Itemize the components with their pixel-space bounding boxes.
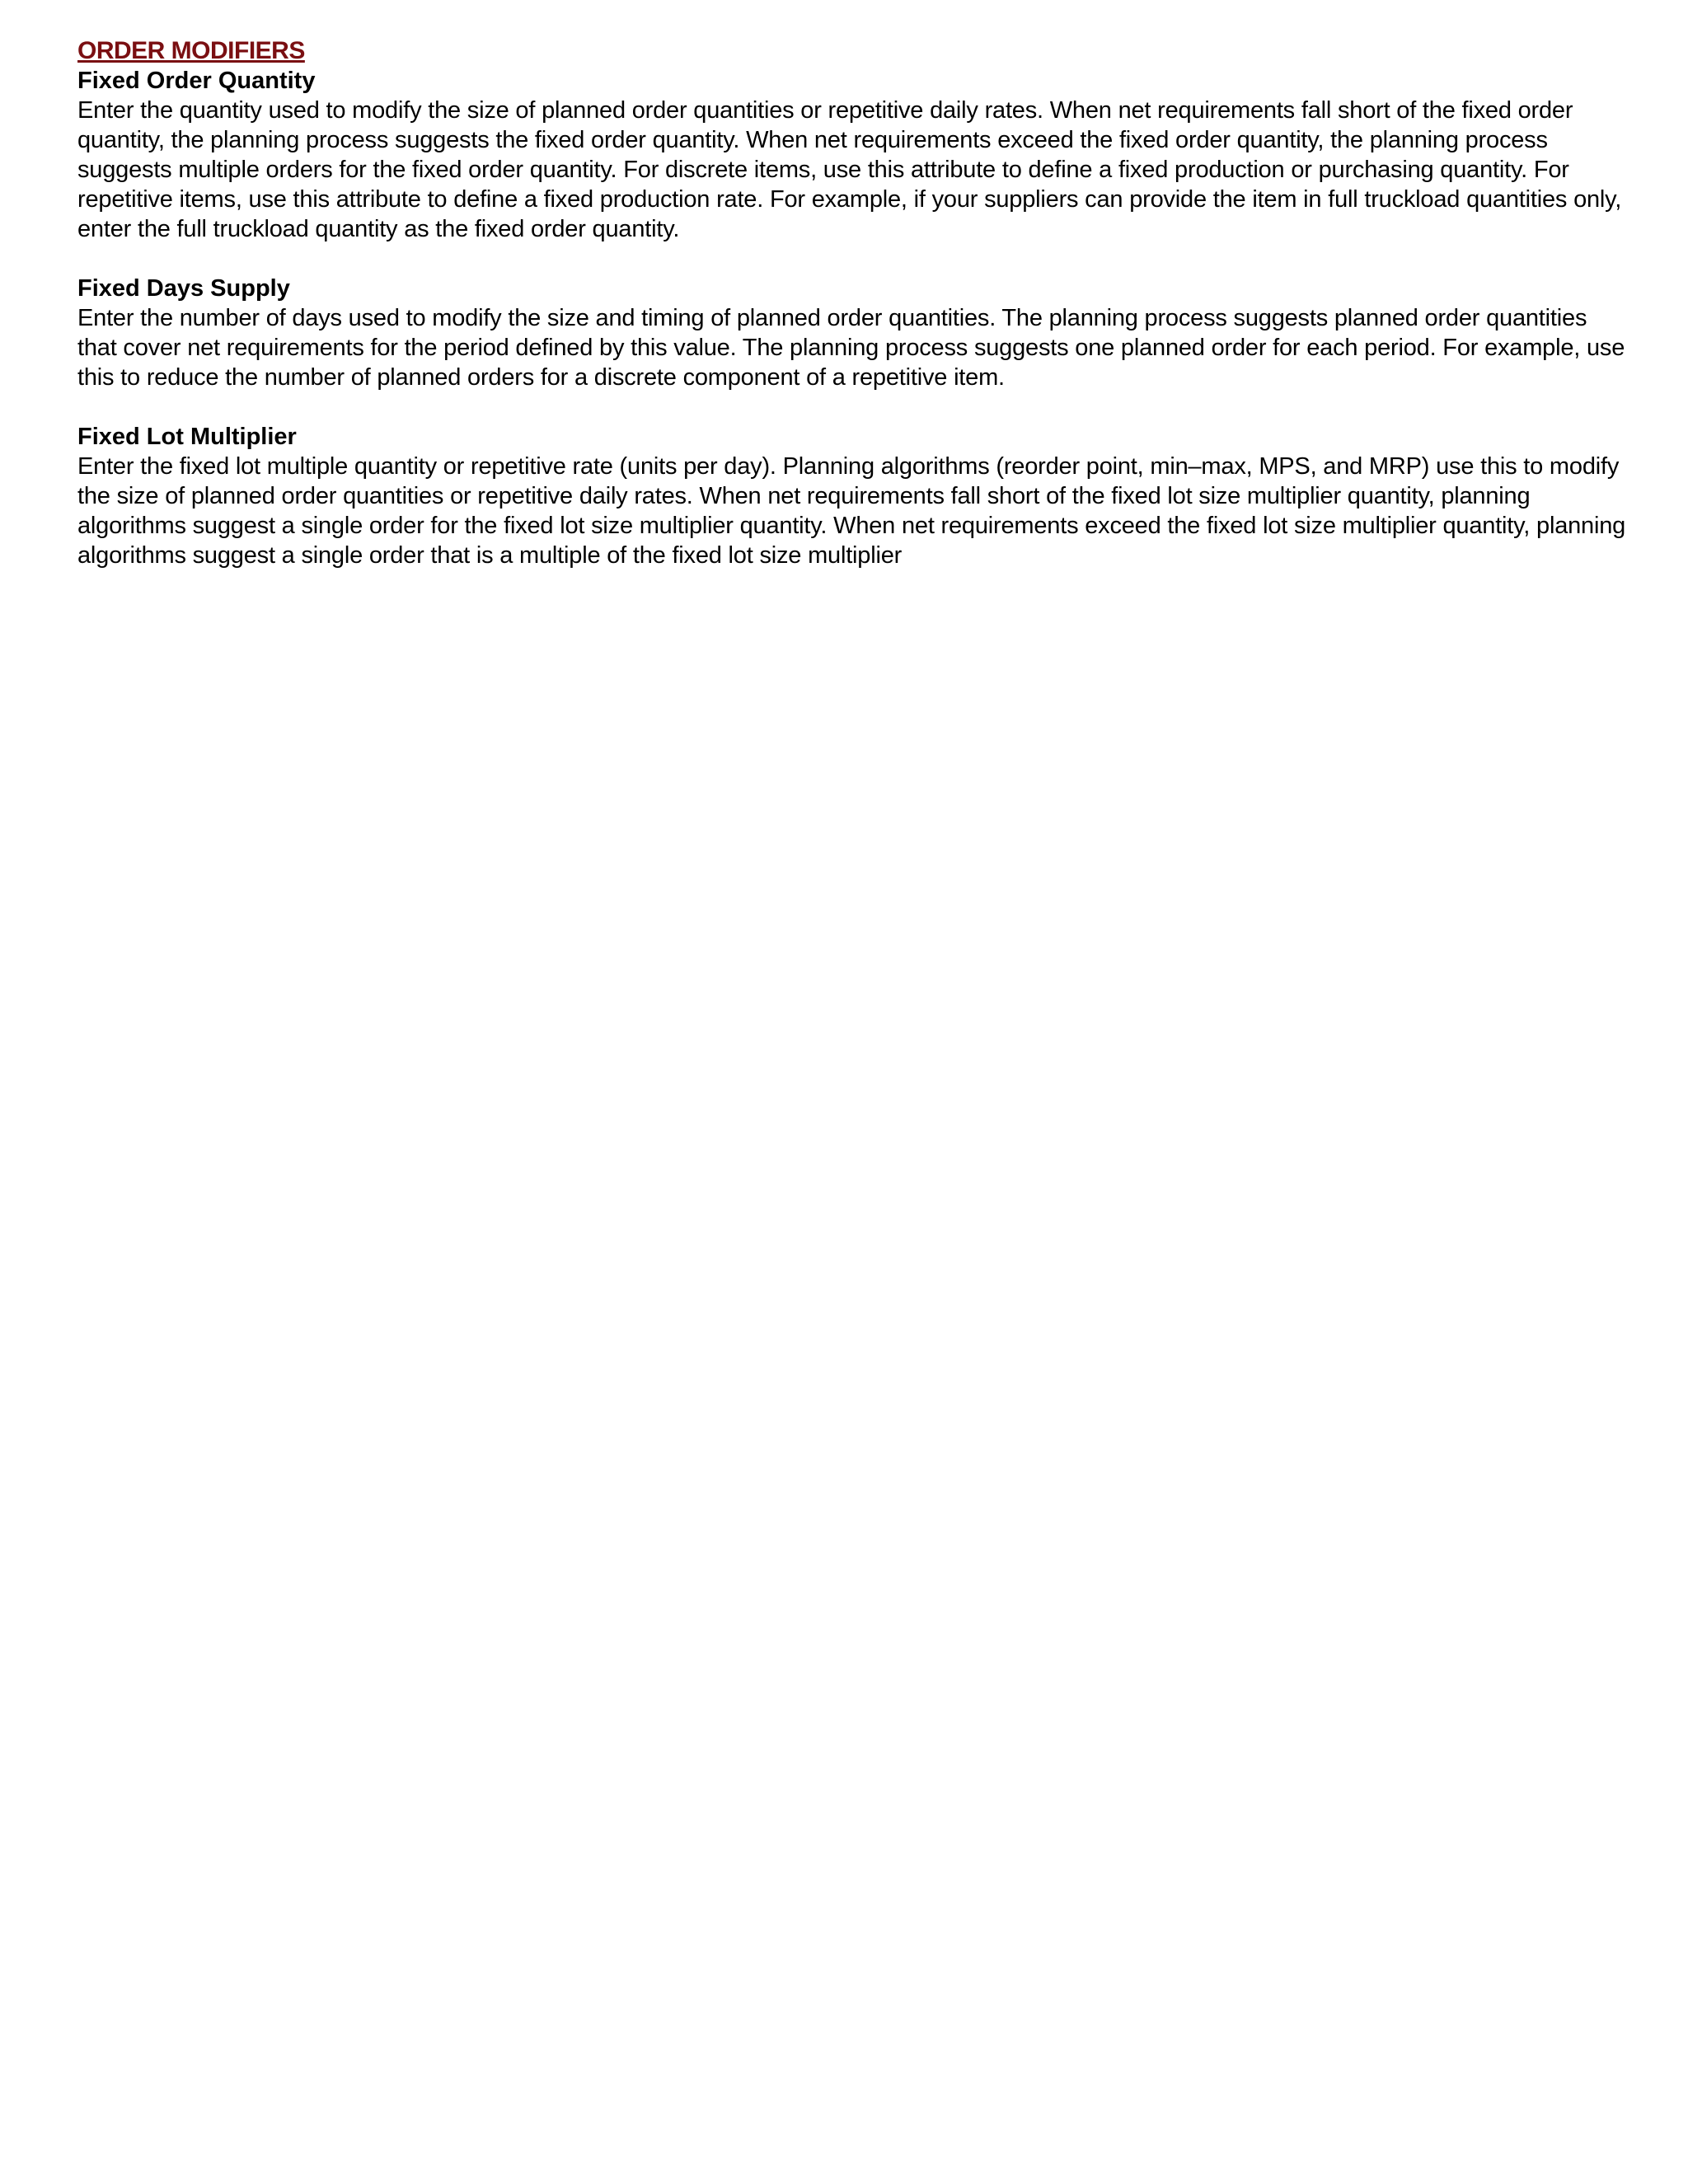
- section-fixed-days-supply: [77, 274, 1627, 392]
- section-fixed-lot-multiplier: [77, 422, 1627, 570]
- section-title: Fixed Days Supply: [77, 275, 290, 302]
- section-body: Enter the fixed lot multiple quantity or repetitive rate (units per day). Planning algorithms (reorder point, min–max, MPS, and MRP) use this to modify the size of planned order quantities or repetitive daily rates. When net requirements fall short of the fixed lot size multiplier quantity, planning algorithms suggest a single order for the fixed lot size multiplier quantity. When net requirements exceed the fixed lot size multiplier quantity, planning algorithms suggest a single order that is a multiple of the fixed lot size multiplier: [77, 453, 1626, 569]
- document-page: [77, 36, 1627, 570]
- document-heading: ORDER MODIFIERS: [77, 37, 305, 64]
- section-title: Fixed Lot Multiplier: [77, 424, 297, 450]
- section-fixed-order-quantity: [77, 66, 1627, 244]
- section-body: Enter the quantity used to modify the size of planned order quantities or repetitive daily rates. When net requirements fall short of the fixed order quantity, the planning process suggests the fixed order quantity. When net requirements exceed the fixed order quantity, the planning process suggests multiple orders for the fixed order quantity. For discrete items, use this attribute to define a fixed production or purchasing quantity. For repetitive items, use this attribute to define a fixed production rate. For example, if your suppliers can provide the item in full truckload quantities only, enter the full truckload quantity as the fixed order quantity.: [77, 97, 1622, 242]
- section-title: Fixed Order Quantity: [77, 68, 316, 94]
- section-body: Enter the number of days used to modify the size and timing of planned order quantities. The planning process suggests planned order quantities that cover net requirements for the period defined by this value. The planning process suggests one planned order for each period. For example, use this to reduce the number of planned orders for a discrete component of a repetitive item.: [77, 305, 1625, 391]
